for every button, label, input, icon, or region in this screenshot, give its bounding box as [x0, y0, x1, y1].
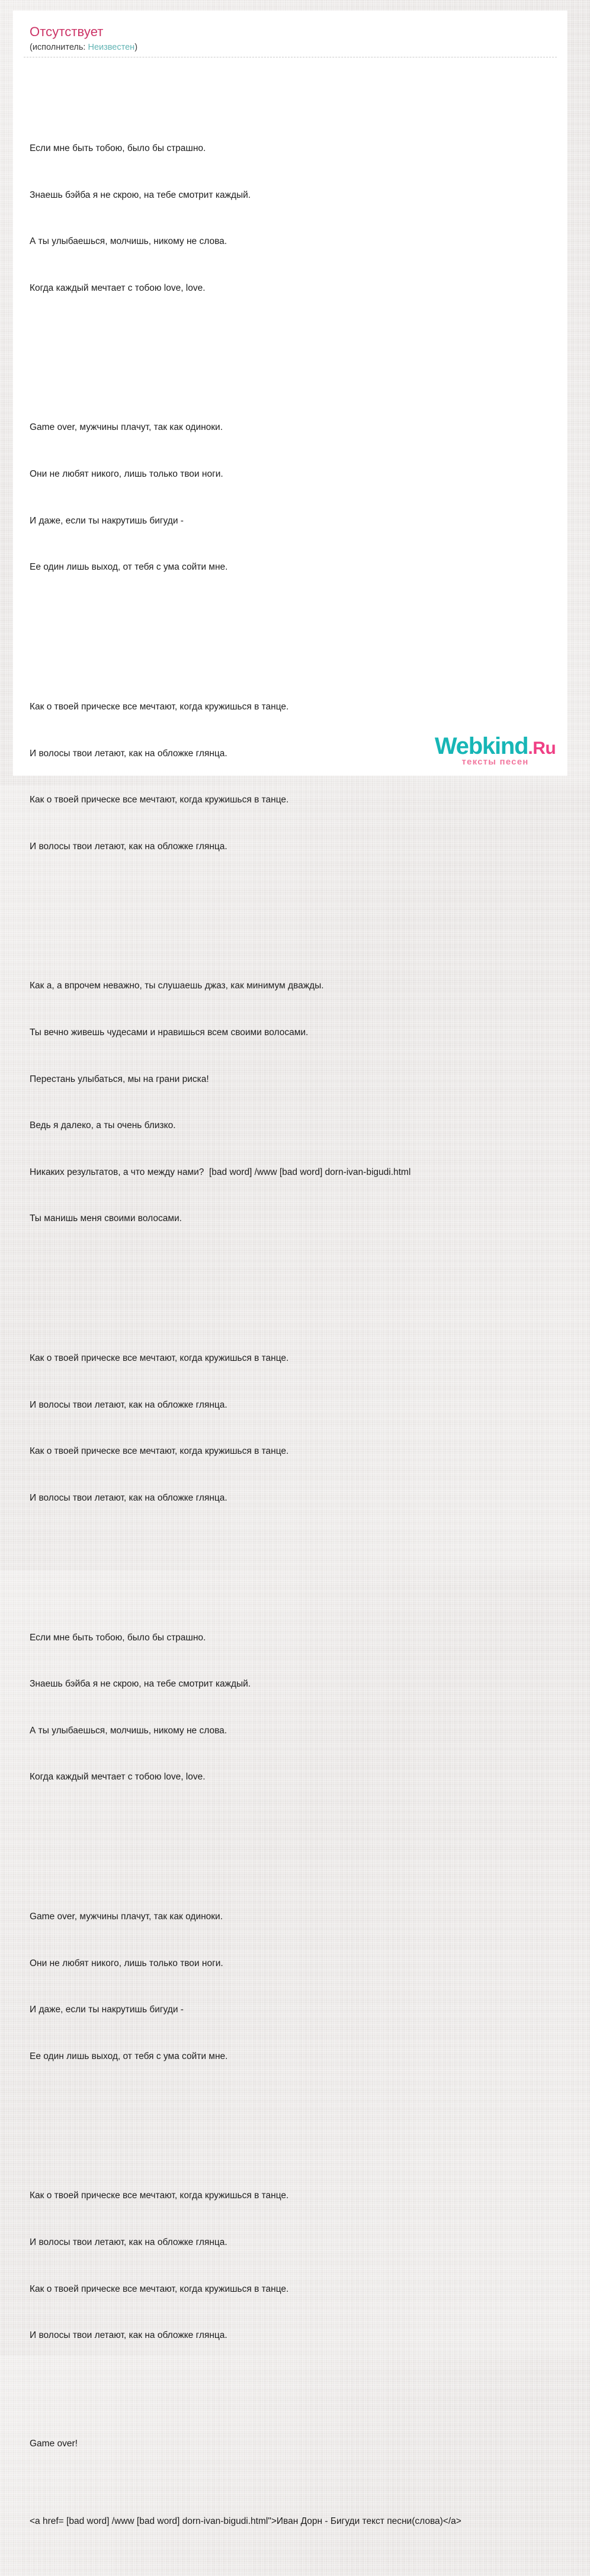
lyric-line: И даже, если ты накрутишь бигуди -: [30, 2005, 184, 2015]
lyrics-stanza: [30, 947, 557, 1258]
lyric-line: Ее один лишь выход, от тебя с ума сойти мне.: [30, 562, 228, 573]
lyric-line: Как о твоей прическе все мечтают, когда кружишься в танце.: [30, 2283, 289, 2294]
lyric-line: Ты вечно живешь чудесами и нравишься всем своими волосами.: [30, 1027, 309, 1038]
lyric-line: Как а, а впрочем неважно, ты слушаешь джаз, как минимум дважды.: [30, 981, 324, 991]
lyric-line: А ты улыбаешься, молчишь, никому не слова.: [30, 236, 227, 247]
watermark-brand-name: Webkind: [434, 733, 528, 759]
lyric-line: Перестань улыбаться, мы на грани риска!: [30, 1074, 209, 1084]
lyrics-body: [24, 63, 557, 2576]
outro-line: Game over!: [30, 2439, 78, 2449]
lyric-line: Знаешь бэйба я не скрою, на тебе смотрит каждый.: [30, 189, 251, 200]
lyric-line: Знаешь бэйба я не скрою, на тебе смотрит каждый.: [30, 1679, 251, 1690]
lyric-line: И волосы твои летают, как на обложке глянца.: [30, 2330, 227, 2341]
lyric-line: Если мне быть тобою, было бы страшно.: [30, 143, 206, 154]
lyric-line: Game over, мужчины плачут, так как одиноки.: [30, 422, 223, 433]
lyrics-stanza: [30, 2157, 557, 2375]
lyric-line: И волосы твои летают, как на обложке глянца.: [30, 841, 227, 852]
lyric-line: Если мне быть тобою, было бы страшно.: [30, 1632, 206, 1643]
lyric-line: Когда каждый мечтает с тобою love, love.: [30, 282, 206, 293]
lyric-line: Как о твоей прическе все мечтают, когда кружишься в танце.: [30, 2190, 289, 2201]
lyric-line: И даже, если ты накрутишь бигуди -: [30, 515, 184, 526]
lyrics-stanza: [30, 1878, 557, 2096]
artist-line: [24, 41, 557, 53]
lyrics-stanza: [30, 1599, 557, 1816]
page-title: Отсутствует: [30, 24, 104, 39]
watermark-brand-tld: .Ru: [528, 738, 556, 758]
lyric-line: Game over, мужчины плачут, так как одиноки.: [30, 1911, 223, 1922]
artist-prefix-label: (исполнитель:: [30, 43, 88, 52]
lyric-line: Как о твоей прическе все мечтают, когда кружишься в танце.: [30, 1446, 289, 1457]
lyric-line: Ведь я далеко, а ты очень близко.: [30, 1120, 176, 1131]
lyric-line-with-url: Никаких результатов, а что между нами? [bad word] /www [bad word] dorn-ivan-bigudi.html: [30, 1167, 411, 1177]
lyric-line: Как о твоей прическе все мечтают, когда кружишься в танце.: [30, 701, 289, 712]
lyrics-stanza: [30, 389, 557, 606]
lyrics-stanza: [30, 110, 557, 327]
lyric-line: Как о твоей прическе все мечтают, когда кружишься в танце.: [30, 1353, 289, 1364]
raw-anchor-markup-line: <a href= [bad word] /www [bad word] dorn-ivan-bigudi.html">Иван Дорн - Бигуди текст песни(слова)</a>: [30, 2516, 461, 2527]
lyric-line: И волосы твои летают, как на обложке глянца.: [30, 1492, 227, 1503]
lyric-line: Они не любят никого, лишь только твои ноги.: [30, 1958, 223, 1968]
lyric-line: И волосы твои летают, как на обложке глянца.: [30, 1399, 227, 1410]
lyric-line: Ты манишь меня своими волосами.: [30, 1213, 182, 1224]
lyric-line: Ее один лишь выход, от тебя с ума сойти мне.: [30, 2051, 228, 2061]
lyric-line: Как о твоей прическе все мечтают, когда кружишься в танце.: [30, 795, 289, 805]
watermark-tagline: тексты песен: [461, 757, 529, 767]
lyric-line: Они не любят никого, лишь только твои ноги.: [30, 469, 223, 480]
lyric-line: А ты улыбаешься, молчишь, никому не слова.: [30, 1725, 227, 1736]
lyrics-stanza: [30, 669, 557, 886]
artist-link[interactable]: Неизвестен: [88, 43, 135, 52]
lyric-line: Когда каждый мечтает с тобою love, love.: [30, 1772, 206, 1782]
lyric-line: И волосы твои летают, как на обложке глянца.: [30, 2237, 227, 2248]
lyric-line: И волосы твои летают, как на обложке глянца.: [30, 748, 227, 759]
lyrics-content-card: [13, 11, 567, 2527]
lyrics-stanza: [30, 1320, 557, 1537]
artist-suffix-label: ): [134, 43, 138, 52]
